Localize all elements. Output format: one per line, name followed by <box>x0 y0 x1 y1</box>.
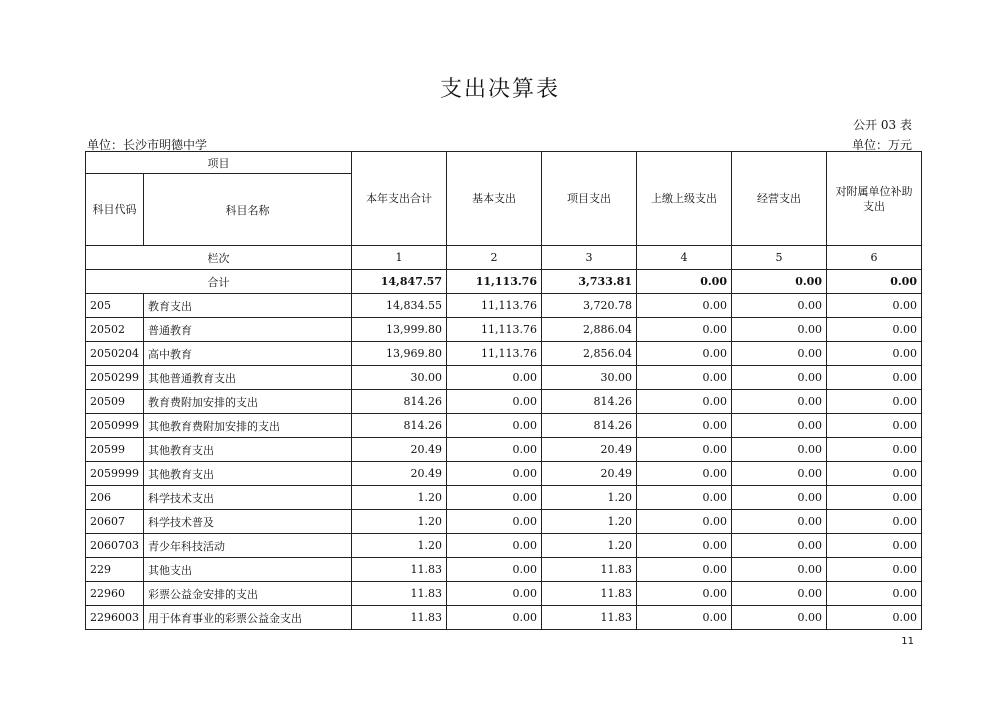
row-value: 0.00 <box>447 462 542 486</box>
row-value: 814.26 <box>542 390 637 414</box>
row-code: 205 <box>86 294 144 318</box>
row-value: 13,999.80 <box>352 318 447 342</box>
row-value: 0.00 <box>732 606 827 630</box>
table-row <box>86 318 922 342</box>
row-value: 0.00 <box>447 582 542 606</box>
row-value: 0.00 <box>732 342 827 366</box>
row-code: 2060703 <box>86 534 144 558</box>
row-value: 0.00 <box>732 462 827 486</box>
seq-cell: 3 <box>542 246 637 270</box>
row-value: 20.49 <box>352 462 447 486</box>
table-row <box>86 438 922 462</box>
row-value: 0.00 <box>732 366 827 390</box>
total-row <box>86 270 922 294</box>
row-code: 22960 <box>86 582 144 606</box>
table-row <box>86 558 922 582</box>
row-name: 其他支出 <box>144 558 352 582</box>
col-header-3: 项目支出 <box>542 152 637 246</box>
total-label: 合计 <box>86 270 352 294</box>
row-code: 20509 <box>86 390 144 414</box>
row-value: 0.00 <box>732 486 827 510</box>
row-value: 814.26 <box>352 414 447 438</box>
table-row <box>86 582 922 606</box>
table-row <box>86 486 922 510</box>
row-value: 0.00 <box>827 462 922 486</box>
table-row <box>86 294 922 318</box>
row-code: 206 <box>86 486 144 510</box>
seq-cell: 4 <box>637 246 732 270</box>
row-name: 教育支出 <box>144 294 352 318</box>
table-row <box>86 462 922 486</box>
col-header-1: 本年支出合计 <box>352 152 447 246</box>
row-value: 1.20 <box>352 486 447 510</box>
row-value: 13,969.80 <box>352 342 447 366</box>
currency-unit: 单位：万元 <box>851 138 912 152</box>
row-value: 0.00 <box>447 390 542 414</box>
row-name: 科学技术支出 <box>144 486 352 510</box>
header-project: 项目 <box>86 152 352 174</box>
row-value: 20.49 <box>542 438 637 462</box>
row-name: 青少年科技活动 <box>144 534 352 558</box>
row-value: 11.83 <box>542 606 637 630</box>
row-name: 教育费附加安排的支出 <box>144 390 352 414</box>
row-value: 0.00 <box>447 558 542 582</box>
row-value: 0.00 <box>827 438 922 462</box>
table-row <box>86 342 922 366</box>
row-value: 11.83 <box>352 582 447 606</box>
row-value: 0.00 <box>637 414 732 438</box>
row-value: 0.00 <box>637 366 732 390</box>
row-value: 0.00 <box>732 438 827 462</box>
total-cell: 0.00 <box>827 270 922 294</box>
row-value: 11.83 <box>352 558 447 582</box>
row-code: 229 <box>86 558 144 582</box>
row-value: 0.00 <box>447 486 542 510</box>
row-value: 30.00 <box>542 366 637 390</box>
header-row-project <box>86 152 922 174</box>
row-value: 0.00 <box>637 582 732 606</box>
row-value: 0.00 <box>637 318 732 342</box>
row-value: 3,720.78 <box>542 294 637 318</box>
col-header-4: 上缴上级支出 <box>637 152 732 246</box>
row-value: 0.00 <box>447 606 542 630</box>
table-row <box>86 510 922 534</box>
row-value: 0.00 <box>637 462 732 486</box>
row-code: 2050204 <box>86 342 144 366</box>
seq-cell: 1 <box>352 246 447 270</box>
row-code: 2050999 <box>86 414 144 438</box>
row-value: 0.00 <box>827 390 922 414</box>
row-value: 0.00 <box>447 510 542 534</box>
row-value: 0.00 <box>637 294 732 318</box>
row-value: 0.00 <box>447 534 542 558</box>
page-number: 11 <box>901 636 914 647</box>
row-value: 0.00 <box>637 390 732 414</box>
col-header-2: 基本支出 <box>447 152 542 246</box>
row-value: 0.00 <box>447 414 542 438</box>
row-value: 2,856.04 <box>542 342 637 366</box>
row-value: 0.00 <box>732 510 827 534</box>
row-value: 0.00 <box>827 486 922 510</box>
table-row <box>86 414 922 438</box>
header-name: 科目名称 <box>144 174 352 246</box>
row-value: 0.00 <box>637 510 732 534</box>
row-value: 11.83 <box>352 606 447 630</box>
total-cell: 0.00 <box>732 270 827 294</box>
row-value: 11,113.76 <box>447 342 542 366</box>
col-header-5: 经营支出 <box>732 152 827 246</box>
total-cell: 3,733.81 <box>542 270 637 294</box>
header-code: 科目代码 <box>86 174 144 246</box>
table-row <box>86 534 922 558</box>
row-value: 11,113.76 <box>447 318 542 342</box>
row-name: 其他教育支出 <box>144 438 352 462</box>
row-code: 20599 <box>86 438 144 462</box>
row-value: 0.00 <box>827 366 922 390</box>
row-name: 彩票公益金安排的支出 <box>144 582 352 606</box>
row-name: 其他教育支出 <box>144 462 352 486</box>
row-value: 0.00 <box>447 438 542 462</box>
row-name: 科学技术普及 <box>144 510 352 534</box>
row-value: 30.00 <box>352 366 447 390</box>
row-code: 2296003 <box>86 606 144 630</box>
row-name: 用于体育事业的彩票公益金支出 <box>144 606 352 630</box>
expenditure-table <box>85 151 922 630</box>
row-value: 1.20 <box>542 486 637 510</box>
row-value: 0.00 <box>637 534 732 558</box>
row-value: 0.00 <box>827 510 922 534</box>
row-value: 14,834.55 <box>352 294 447 318</box>
row-value: 11,113.76 <box>447 294 542 318</box>
row-value: 0.00 <box>637 558 732 582</box>
row-value: 20.49 <box>542 462 637 486</box>
row-value: 11.83 <box>542 558 637 582</box>
row-value: 0.00 <box>827 342 922 366</box>
row-value: 0.00 <box>827 558 922 582</box>
unit-name: 单位：长沙市明德中学 <box>87 138 208 152</box>
row-value: 0.00 <box>637 342 732 366</box>
row-value: 1.20 <box>352 510 447 534</box>
row-value: 0.00 <box>827 606 922 630</box>
seq-row <box>86 246 922 270</box>
table-body <box>86 294 922 630</box>
row-code: 2059999 <box>86 462 144 486</box>
row-value: 0.00 <box>732 390 827 414</box>
page-title: 支出决算表 <box>439 77 560 102</box>
seq-label: 栏次 <box>86 246 352 270</box>
col-header-6: 对附属单位补助支出 <box>827 152 922 246</box>
seq-cell: 5 <box>732 246 827 270</box>
row-code: 20607 <box>86 510 144 534</box>
row-name: 高中教育 <box>144 342 352 366</box>
row-value: 1.20 <box>352 534 447 558</box>
row-value: 0.00 <box>732 294 827 318</box>
row-value: 20.49 <box>352 438 447 462</box>
row-value: 0.00 <box>827 318 922 342</box>
row-value: 0.00 <box>447 366 542 390</box>
seq-cell: 2 <box>447 246 542 270</box>
table-row <box>86 366 922 390</box>
row-code: 20502 <box>86 318 144 342</box>
row-value: 0.00 <box>827 534 922 558</box>
row-value: 0.00 <box>732 318 827 342</box>
row-value: 0.00 <box>637 486 732 510</box>
row-value: 1.20 <box>542 534 637 558</box>
row-value: 0.00 <box>732 582 827 606</box>
row-value: 0.00 <box>732 558 827 582</box>
row-name: 普通教育 <box>144 318 352 342</box>
table-row <box>86 606 922 630</box>
total-cell: 14,847.57 <box>352 270 447 294</box>
row-value: 0.00 <box>827 414 922 438</box>
row-value: 1.20 <box>542 510 637 534</box>
row-name: 其他教育费附加安排的支出 <box>144 414 352 438</box>
row-code: 2050299 <box>86 366 144 390</box>
row-value: 814.26 <box>352 390 447 414</box>
total-cell: 11,113.76 <box>447 270 542 294</box>
row-value: 11.83 <box>542 582 637 606</box>
row-value: 0.00 <box>637 606 732 630</box>
row-value: 0.00 <box>732 414 827 438</box>
row-name: 其他普通教育支出 <box>144 366 352 390</box>
table-row <box>86 390 922 414</box>
form-number: 公开 03 表 <box>853 118 912 132</box>
row-value: 0.00 <box>827 582 922 606</box>
row-value: 0.00 <box>827 294 922 318</box>
row-value: 0.00 <box>732 534 827 558</box>
row-value: 0.00 <box>637 438 732 462</box>
row-value: 814.26 <box>542 414 637 438</box>
seq-cell: 6 <box>827 246 922 270</box>
total-cell: 0.00 <box>637 270 732 294</box>
row-value: 2,886.04 <box>542 318 637 342</box>
